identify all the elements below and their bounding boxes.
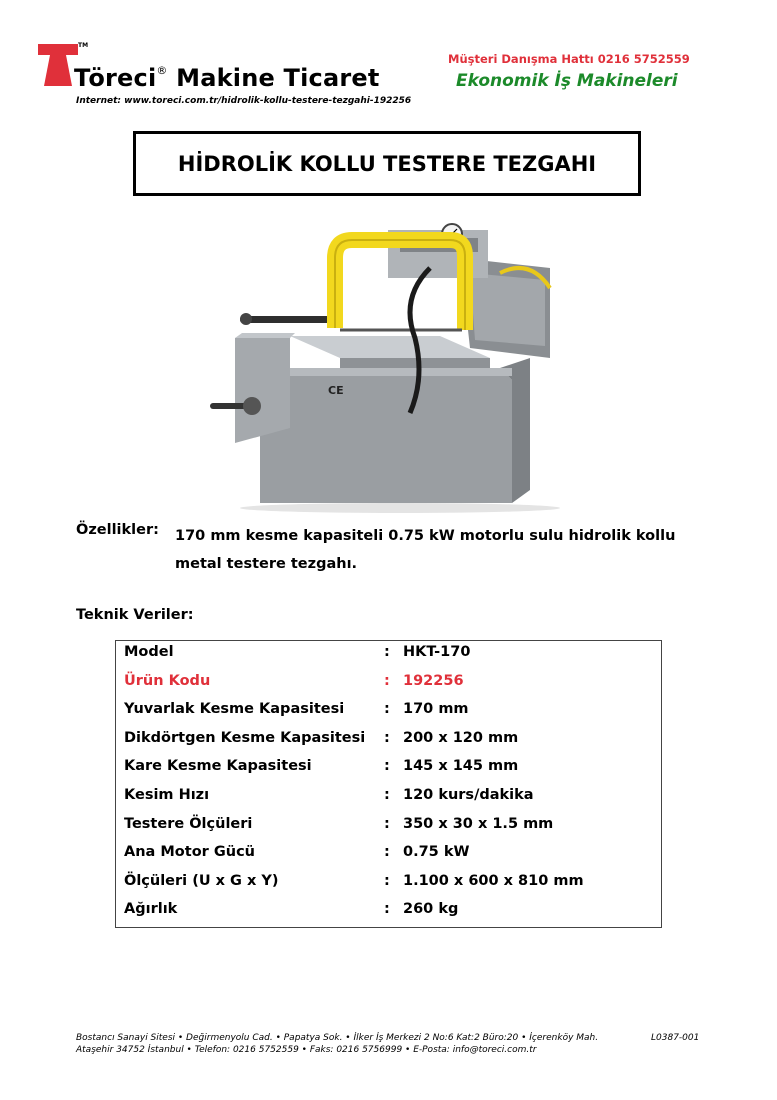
company-slogan: Ekonomik İş Makineleri bbox=[456, 71, 678, 91]
spec-heading: Teknik Veriler: bbox=[76, 607, 194, 623]
features-label: Özellikler: bbox=[76, 522, 159, 538]
spec-row-square-capacity bbox=[116, 755, 661, 784]
spec-separator: : bbox=[384, 844, 390, 861]
spec-key: Kesim Hızı bbox=[124, 786, 210, 803]
spec-key: Ağırlık bbox=[124, 901, 178, 918]
spec-row-cutting-speed bbox=[116, 784, 661, 813]
spec-key: Yuvarlak Kesme Kapasitesi bbox=[124, 701, 345, 718]
trademark-mark: TM bbox=[78, 42, 89, 49]
features-text: 170 mm kesme kapasiteli 0.75 kW motorlu sulu hidrolik kollu metal testere tezgahı. bbox=[175, 528, 676, 572]
spec-separator: : bbox=[384, 872, 390, 889]
registered-mark: ® bbox=[156, 64, 168, 77]
spec-key: Ana Motor Gücü bbox=[124, 844, 256, 861]
spec-separator: : bbox=[384, 815, 390, 832]
spec-row-round-capacity bbox=[116, 698, 661, 727]
spec-value: 1.100 x 600 x 810 mm bbox=[403, 872, 584, 889]
footer-address-line-2: Ataşehir 34752 İstanbul • Telefon: 0216 5752559 • Faks: 0216 5756999 • E-Posta: info@toreci.com.tr bbox=[76, 1045, 537, 1055]
spec-separator: : bbox=[384, 901, 390, 918]
spec-row-blade-size bbox=[116, 813, 661, 842]
spec-row-product-code bbox=[116, 670, 661, 699]
spec-value: 260 kg bbox=[403, 901, 459, 918]
brand-name: Töreci® Makine Ticaret bbox=[74, 64, 380, 92]
spec-separator: : bbox=[384, 786, 390, 803]
spec-key: Ürün Kodu bbox=[124, 672, 211, 689]
spec-key: Ölçüleri (U x G x Y) bbox=[124, 872, 279, 889]
document-code: L0387-001 bbox=[651, 1033, 700, 1043]
spec-separator: : bbox=[384, 701, 390, 718]
spec-separator: : bbox=[384, 729, 390, 746]
spec-key: Dikdörtgen Kesme Kapasitesi bbox=[124, 729, 366, 746]
spec-value: 170 mm bbox=[403, 701, 469, 718]
spec-key: Kare Kesme Kapasitesi bbox=[124, 758, 312, 775]
customer-hotline: Müşteri Danışma Hattı 0216 5752559 bbox=[448, 52, 690, 66]
spec-separator: : bbox=[384, 672, 390, 689]
spec-value: 350 x 30 x 1.5 mm bbox=[403, 815, 554, 832]
spec-row-model bbox=[116, 641, 661, 670]
spec-value: 145 x 145 mm bbox=[403, 758, 519, 775]
spec-separator: : bbox=[384, 758, 390, 775]
product-image bbox=[200, 218, 572, 514]
footer-address-line-1: Bostancı Sanayi Sitesi • Değirmenyolu Cad. • Papatya Sok. • İlker İş Merkezi 2 No:6 Kat:2 Büro:20 • İçerenköy Mah. bbox=[76, 1033, 599, 1043]
spec-separator: : bbox=[384, 644, 390, 660]
spec-row-rect-capacity bbox=[116, 727, 661, 756]
spec-value: 120 kurs/dakika bbox=[403, 786, 534, 803]
spec-value: 192256 bbox=[403, 672, 464, 689]
spec-value: 200 x 120 mm bbox=[403, 729, 519, 746]
spec-value: 0.75 kW bbox=[403, 844, 470, 861]
page-title-box bbox=[133, 131, 641, 196]
spec-row-motor-power bbox=[116, 841, 661, 870]
logo-icon bbox=[38, 44, 78, 86]
website-url: Internet: www.toreci.com.tr/hidrolik-kollu-testere-tezgahi-192256 bbox=[76, 96, 412, 106]
spec-row-weight bbox=[116, 898, 661, 927]
page-title: HİDROLİK KOLLU TESTERE TEZGAHI bbox=[177, 151, 597, 176]
spec-key: Model bbox=[124, 644, 174, 660]
spec-key: Testere Ölçüleri bbox=[124, 815, 253, 832]
spec-row-dimensions bbox=[116, 870, 661, 899]
spec-value: HKT-170 bbox=[403, 644, 471, 660]
ce-mark-icon: CE bbox=[328, 384, 344, 397]
spec-table bbox=[115, 640, 662, 928]
